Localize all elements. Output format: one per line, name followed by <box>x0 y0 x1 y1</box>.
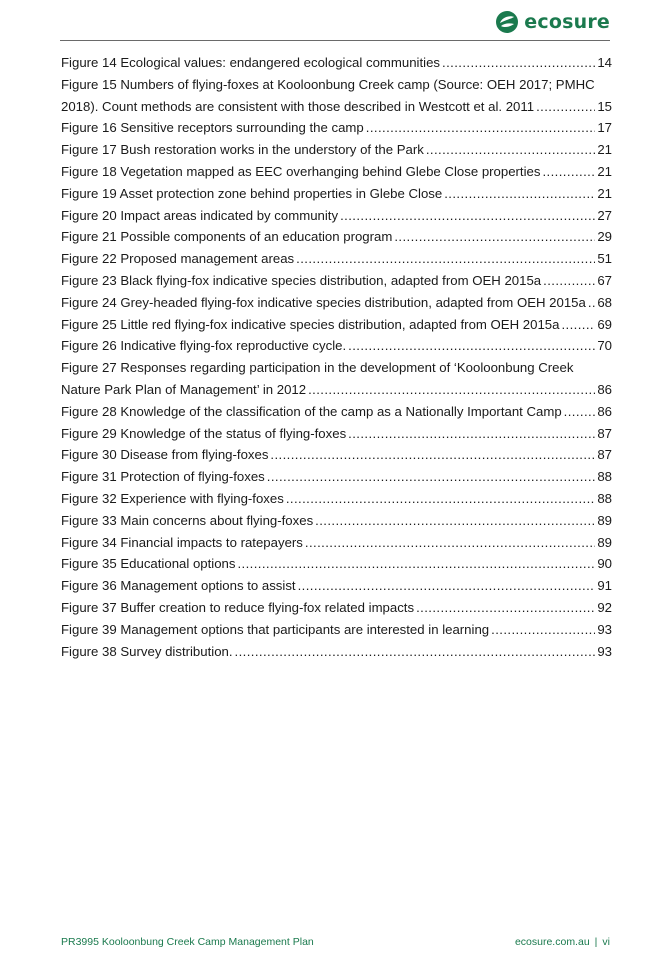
toc-entry-line <box>61 96 612 118</box>
toc-dot-leader <box>267 466 596 488</box>
toc-dot-leader <box>237 553 595 575</box>
toc-entry-line <box>61 314 612 336</box>
toc-entry[interactable] <box>61 423 612 445</box>
toc-dot-leader <box>340 205 595 227</box>
toc-entry[interactable] <box>61 510 612 532</box>
toc-entry-title: Figure 14 Ecological values: endangered ecological communities <box>61 55 440 70</box>
toc-page-number: 93 <box>597 621 612 637</box>
toc-entry-title: Figure 19 Asset protection zone behind properties in Glebe Close <box>61 185 443 201</box>
toc-entry-line <box>61 532 612 554</box>
toc-entry-title: Figure 17 Bush restoration works in the understory of the Park <box>61 142 424 158</box>
toc-dot-leader <box>298 575 596 597</box>
toc-entry[interactable] <box>61 292 612 314</box>
toc-entry[interactable] <box>61 335 612 357</box>
toc-entry-title: Figure 23 Black flying-fox indicative species distribution, adapted from OEH 2015a <box>61 272 542 288</box>
toc-page-number: 21 <box>597 185 612 201</box>
toc-dot-leader <box>348 423 595 445</box>
toc-dot-leader <box>426 139 595 161</box>
toc-page-number: 14 <box>597 55 612 70</box>
toc-dot-leader <box>444 183 595 205</box>
toc-entry-line <box>61 575 612 597</box>
toc-dot-leader <box>348 335 595 357</box>
toc-page-number: 51 <box>597 251 612 267</box>
toc-entry-title: Figure 20 Impact areas indicated by community <box>61 207 339 223</box>
toc-entry[interactable] <box>61 161 612 183</box>
page-header <box>0 0 670 42</box>
toc-dot-leader <box>491 619 595 641</box>
toc-dot-leader <box>315 510 595 532</box>
toc-entry-line <box>61 248 612 270</box>
toc-entry[interactable] <box>61 226 612 248</box>
toc-page-number: 67 <box>597 272 612 288</box>
toc-page-number: 21 <box>597 163 612 179</box>
toc-dot-leader <box>536 96 595 118</box>
toc-page-number: 91 <box>597 578 612 594</box>
footer-page-number: vi <box>602 936 610 948</box>
toc-entry-title: Figure 22 Proposed management areas <box>61 251 295 267</box>
toc-entry-title: Figure 25 Little red flying-fox indicative species distribution, adapted from OEH 2015a <box>61 316 560 332</box>
toc-page-number: 68 <box>597 294 612 310</box>
footer-right <box>515 936 610 948</box>
toc-entry-line <box>61 270 612 292</box>
toc-entry-line <box>61 444 612 466</box>
toc-entry[interactable] <box>61 52 612 74</box>
toc-page-number: 86 <box>597 403 612 419</box>
toc-entry-line <box>61 292 612 314</box>
toc-entry-title: Figure 32 Experience with flying-foxes <box>61 490 284 506</box>
toc-entry[interactable] <box>61 532 612 554</box>
toc-page-number: 92 <box>597 599 612 615</box>
toc-dot-leader <box>442 52 595 74</box>
toc-entry[interactable] <box>61 641 612 663</box>
toc-page-number: 15 <box>597 98 612 114</box>
toc-entry[interactable] <box>61 139 612 161</box>
toc-entry[interactable] <box>61 117 612 139</box>
toc-dot-leader <box>543 270 595 292</box>
toc-entry[interactable] <box>61 270 612 292</box>
toc-dot-leader <box>588 292 595 314</box>
toc-dot-leader <box>416 597 595 619</box>
toc-page-number: 17 <box>597 120 612 136</box>
toc-dot-leader <box>308 379 595 401</box>
toc-entry[interactable] <box>61 575 612 597</box>
toc-dot-leader <box>564 401 596 423</box>
toc-entry-title: Figure 34 Financial impacts to ratepayers <box>61 534 303 550</box>
toc-entry-line <box>61 379 612 401</box>
toc-page-number: 87 <box>597 425 612 441</box>
toc-entry-title: Figure 38 Survey distribution. <box>61 643 233 659</box>
toc-entry-title: Figure 33 Main concerns about flying-foxes <box>61 512 314 528</box>
toc-entry[interactable] <box>61 314 612 336</box>
toc-entry-title: Figure 36 Management options to assist <box>61 578 296 594</box>
footer-separator: | <box>594 936 598 948</box>
toc-dot-leader <box>561 314 595 336</box>
toc-entry[interactable] <box>61 444 612 466</box>
toc-entry-title: Figure 31 Protection of flying-foxes <box>61 469 265 485</box>
toc-dot-leader <box>286 488 595 510</box>
toc-page-number: 86 <box>597 381 612 397</box>
toc-page-number: 27 <box>597 207 612 223</box>
toc-entry-line <box>61 553 612 575</box>
toc-entry-title: Figure 29 Knowledge of the status of flying-foxes <box>61 425 347 441</box>
toc-entry-line <box>61 161 612 183</box>
toc-entry-line <box>61 466 612 488</box>
toc-entry-title: Figure 16 Sensitive receptors surrounding the camp <box>61 120 364 136</box>
toc-entry-line <box>61 641 612 663</box>
footer-document-title: PR3995 Kooloonbung Creek Camp Management Plan <box>61 936 314 948</box>
toc-entry-line <box>61 597 612 619</box>
toc-dot-leader <box>542 161 595 183</box>
toc-entry-line <box>61 117 612 139</box>
toc-entry-title: Figure 18 Vegetation mapped as EEC overhanging behind Glebe Close properties <box>61 163 541 179</box>
toc-entry[interactable] <box>61 466 612 488</box>
toc-entry[interactable] <box>61 597 612 619</box>
toc-dot-leader <box>235 641 596 663</box>
toc-page-number: 90 <box>597 556 612 572</box>
toc-entry-line <box>61 139 612 161</box>
toc-entry[interactable] <box>61 357 612 401</box>
header-divider <box>60 40 610 41</box>
toc-entry-line <box>61 335 612 357</box>
toc-page-number: 29 <box>597 229 612 245</box>
toc-entry[interactable] <box>61 553 612 575</box>
toc-entry-title: Nature Park Plan of Management’ in 2012 <box>61 381 307 397</box>
toc-entry-line <box>61 183 612 205</box>
toc-entry-title: Figure 37 Buffer creation to reduce flying-fox related impacts <box>61 599 415 615</box>
list-of-figures <box>61 52 612 662</box>
toc-page-number: 69 <box>597 316 612 332</box>
toc-entry-line <box>61 205 612 227</box>
page-footer <box>61 936 610 948</box>
toc-entry-title: Figure 39 Management options that participants are interested in learning <box>61 621 490 637</box>
toc-entry-line <box>61 488 612 510</box>
toc-page-number: 88 <box>597 469 612 485</box>
logo-text: ecosure <box>524 11 610 33</box>
toc-entry-first-line: Figure 15 Numbers of flying-foxes at Kooloonbung Creek camp (Source: OEH 2017; PMHC <box>61 76 595 92</box>
toc-entry[interactable] <box>61 205 612 227</box>
toc-page-number: 89 <box>597 534 612 550</box>
toc-entry-title: Figure 35 Educational options <box>61 556 236 572</box>
toc-page-number: 21 <box>597 142 612 158</box>
footer-website: ecosure.com.au <box>514 936 590 948</box>
toc-page-number: 88 <box>597 490 612 506</box>
toc-entry-line <box>61 52 612 74</box>
toc-entry[interactable] <box>61 401 612 423</box>
toc-dot-leader <box>305 532 595 554</box>
toc-entry[interactable] <box>61 619 612 641</box>
toc-entry-line <box>61 423 612 445</box>
toc-entry-title: Figure 24 Grey-headed flying-fox indicative species distribution, adapted from OEH 2015a <box>61 294 586 310</box>
toc-page-number: 87 <box>597 447 612 463</box>
toc-dot-leader <box>366 117 596 139</box>
toc-entry-line <box>61 619 612 641</box>
toc-dot-leader <box>270 444 595 466</box>
ecosure-logo <box>495 10 610 34</box>
toc-entry[interactable] <box>61 74 612 118</box>
toc-entry-first-line: Figure 27 Responses regarding participation in the development of ‘Kooloonbung Creek <box>61 360 574 376</box>
toc-dot-leader <box>296 248 595 270</box>
toc-page-number: 93 <box>597 643 612 659</box>
toc-entry[interactable] <box>61 488 612 510</box>
toc-entry[interactable] <box>61 248 612 270</box>
toc-entry-title: 2018). Count methods are consistent with those described in Westcott et al. 2011 <box>61 98 535 114</box>
toc-entry-title: Figure 21 Possible components of an education program <box>61 229 393 245</box>
toc-entry-title: Figure 28 Knowledge of the classification of the camp as a Nationally Important Camp <box>61 403 562 419</box>
toc-entry-title: Figure 26 Indicative flying-fox reproductive cycle. <box>61 338 347 354</box>
toc-entry-line <box>61 510 612 532</box>
toc-entry-title: Figure 30 Disease from flying-foxes <box>61 447 269 463</box>
ecosure-leaf-logo-icon <box>495 10 519 34</box>
toc-dot-leader <box>394 226 595 248</box>
toc-entry-line <box>61 401 612 423</box>
toc-entry[interactable] <box>61 183 612 205</box>
toc-page-number: 70 <box>597 338 612 354</box>
toc-entry-line <box>61 226 612 248</box>
toc-page-number: 89 <box>597 512 612 528</box>
